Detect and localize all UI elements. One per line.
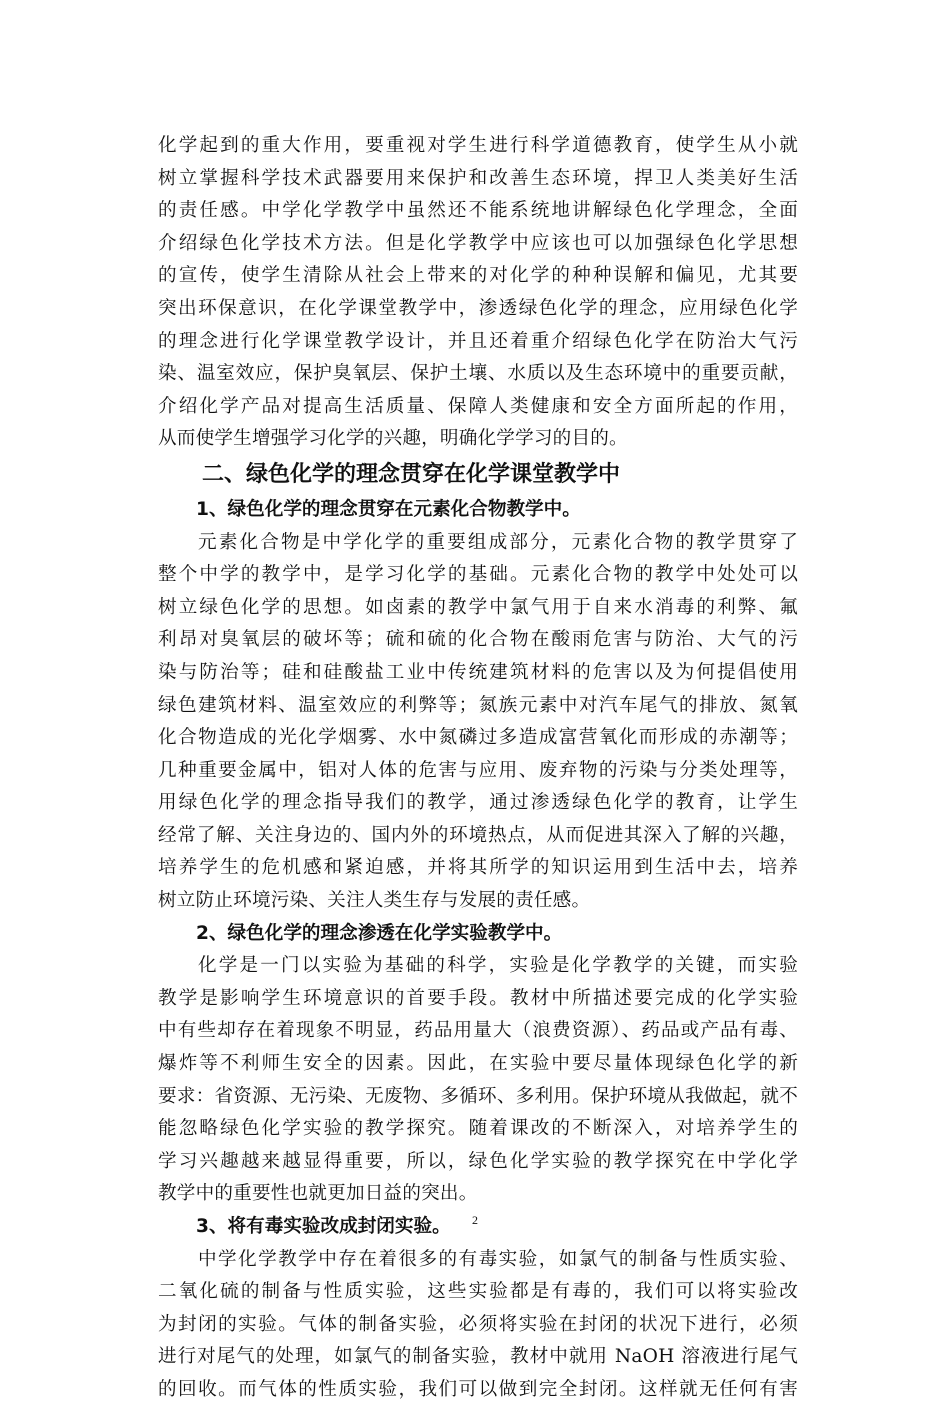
text-line: 几种重要金属中，铝对人体的危害与应用、废弃物的污染与分类处理等， xyxy=(158,759,798,781)
text-line: 绿色建筑材料、温室效应的利弊等；氮族元素中对汽车尾气的排放、氮氧 xyxy=(158,694,798,716)
text-line: 突出环保意识，在化学课堂教学中，渗透绿色化学的理念，应用绿色化学 xyxy=(158,297,798,319)
subsection-1-paragraph xyxy=(158,527,798,918)
text-line: 的理念进行化学课堂教学设计，并且还着重介绍绿色化学在防治大气污 xyxy=(158,330,798,352)
text-line: 为封闭的实验。气体的制备实验，必须将实验在封闭的状况下进行，必须 xyxy=(158,1313,798,1335)
text-line: 中有些却存在着现象不明显，药品用量大（浪费资源）、药品或产品有毒、 xyxy=(158,1020,798,1042)
text-line: 利昂对臭氧层的破坏等；硫和硫的化合物在酸雨危害与防治、大气的污 xyxy=(158,629,798,651)
text-line: 教学中的重要性也就更加日益的突出。 xyxy=(158,1183,478,1205)
subsection-title-1: 1、绿色化学的理念贯穿在元素化合物教学中。 xyxy=(196,498,581,520)
text-line: 化学是一门以实验为基础的科学，实验是化学教学的关键，而实验 xyxy=(198,955,798,977)
text-line: 化合物造成的光化学烟雾、水中氮磷过多造成富营氧化而形成的赤潮等； xyxy=(158,727,798,749)
text-line: 用绿色化学的理念指导我们的教学，通过渗透绿色化学的教育，让学生 xyxy=(158,792,798,814)
text-line: 树立绿色化学的思想。如卤素的教学中氯气用于自来水消毒的利弊、氟 xyxy=(158,596,798,618)
text-line: 爆炸等不利师生安全的因素。因此，在实验中要尽量体现绿色化学的新 xyxy=(158,1053,798,1075)
text-line: 树立防止环境污染、关注人类生存与发展的责任感。 xyxy=(158,890,591,912)
text-line: 化学起到的重大作用，要重视对学生进行科学道德教育，使学生从小就 xyxy=(158,135,798,156)
text-line: 学习兴趣越来越显得重要，所以，绿色化学实验的教学探究在中学化学 xyxy=(158,1150,798,1172)
text-line: 的回收。而气体的性质实验，我们可以做到完全封闭。这样就无任何有害 xyxy=(158,1378,798,1400)
text-line: 经常了解、关注身边的、国内外的环境热点，从而促进其深入了解的兴趣， xyxy=(158,824,798,846)
text-line: 元素化合物是中学化学的重要组成部分，元素化合物的教学贯穿了 xyxy=(198,531,798,553)
text-line: 从而使学生增强学习化学的兴趣，明确化学学习的目的。 xyxy=(158,428,628,450)
subsection-2-paragraph xyxy=(158,950,798,1211)
text-line: 培养学生的危机感和紧迫感，并将其所学的知识运用到生活中去，培养 xyxy=(158,857,798,879)
text-line: 染、温室效应，保护臭氧层、保护土壤、水质以及生态环境中的重要贡献， xyxy=(158,363,798,385)
text-line: 的责任感。中学化学教学中虽然还不能系统地讲解绿色化学理念，全面 xyxy=(158,200,798,222)
text-line: 染与防治等；硅和硅酸盐工业中传统建筑材料的危害以及为何提倡使用 xyxy=(158,661,798,683)
text-line: 教学是影响学生环境意识的首要手段。教材中所描述要完成的化学实验 xyxy=(158,987,798,1009)
page-number: 2 xyxy=(472,1213,478,1227)
text-line: 介绍化学产品对提高生活质量、保障人类健康和安全方面所起的作用， xyxy=(158,395,798,417)
subsection-3-paragraph xyxy=(158,1244,798,1407)
text-line: 二氧化硫的制备与性质实验，这些实验都是有毒的，我们可以将实验改 xyxy=(158,1281,798,1303)
text-line: 树立掌握科学技术武器要用来保护和改善生态环境，捍卫人类美好生活 xyxy=(158,167,798,189)
text-line: 能忽略绿色化学实验的教学探究。随着课改的不断深入，对培养学生的 xyxy=(158,1118,798,1140)
subsection-title-2: 2、绿色化学的理念渗透在化学实验教学中。 xyxy=(196,922,563,944)
text-line: 进行对尾气的处理，如氯气的制备实验，教材中就用 NaOH 溶液进行尾气 xyxy=(158,1346,798,1368)
text-line: 的宣传，使学生清除从社会上带来的对化学的种种误解和偏见，尤其要 xyxy=(158,265,798,287)
text-line: 中学化学教学中存在着很多的有毒实验，如氯气的制备与性质实验、 xyxy=(198,1248,798,1270)
subsection-title-3: 3、将有毒实验改成封闭实验。 xyxy=(196,1216,451,1237)
intro-paragraph xyxy=(158,130,798,456)
text-line: 介绍绿色化学技术方法。但是化学教学中应该也可以加强绿色化学思想 xyxy=(158,232,798,254)
text-line: 整个中学的教学中，是学习化学的基础。元素化合物的教学中处处可以 xyxy=(158,564,798,586)
text-line: 要求：省资源、无污染、无废物、多循环、多利用。保护环境从我做起，就不 xyxy=(158,1085,798,1107)
section-heading: 二、绿色化学的理念贯穿在化学课堂教学中 xyxy=(202,461,621,487)
